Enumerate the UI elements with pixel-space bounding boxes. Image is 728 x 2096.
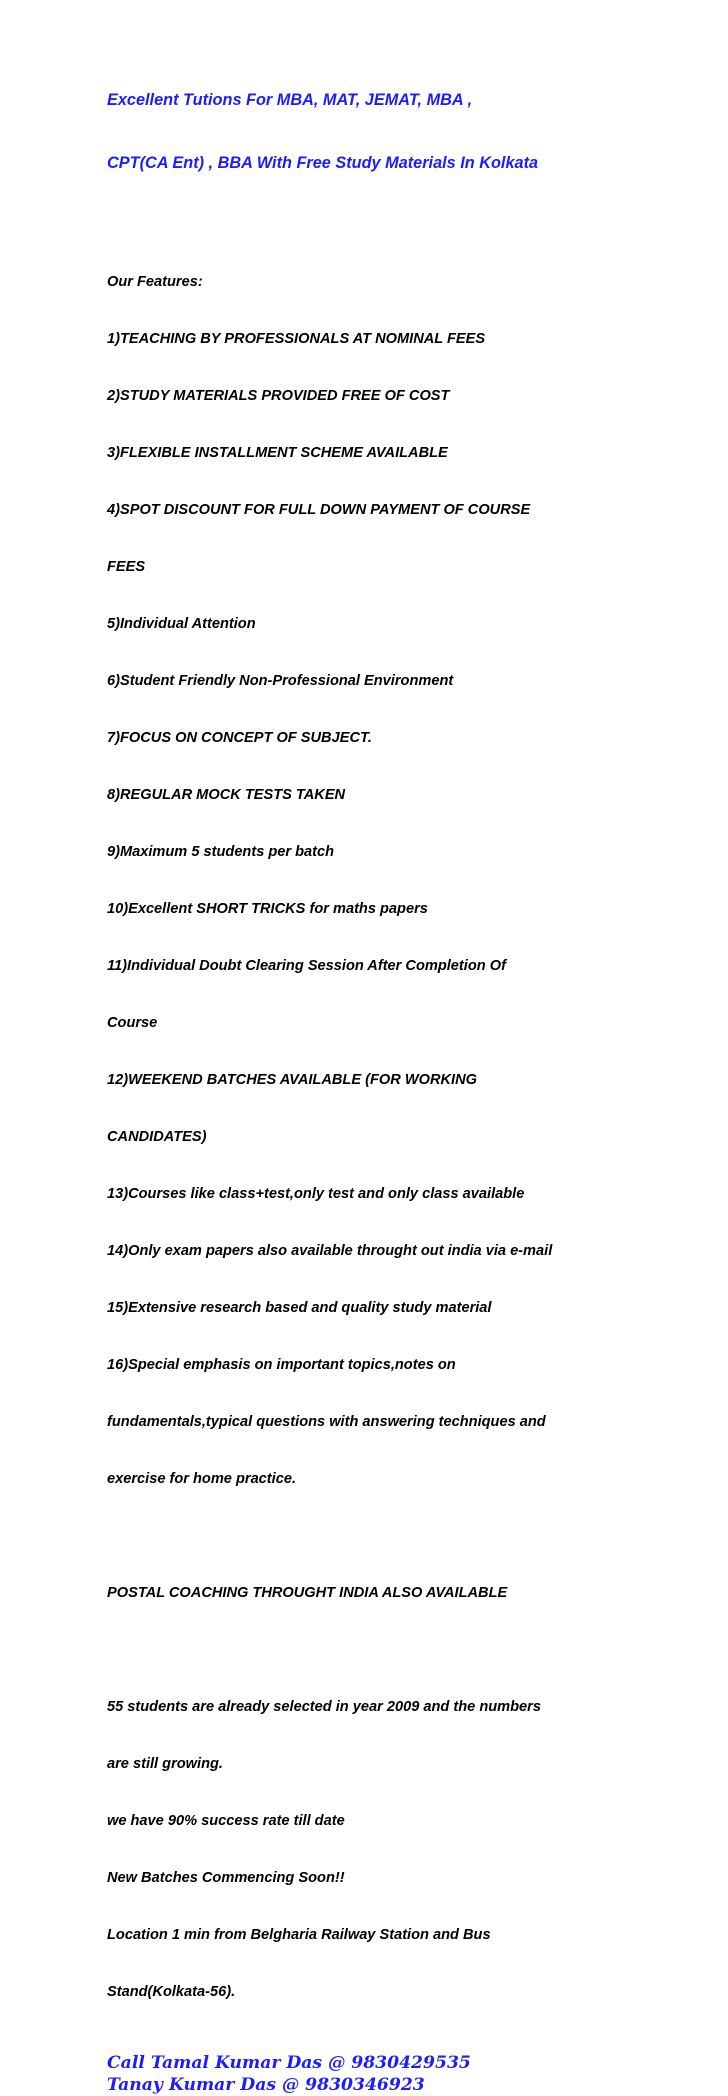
page-title bbox=[107, 48, 707, 216]
feature-line: 3)FLEXIBLE INSTALLMENT SCHEME AVAILABLE bbox=[107, 445, 448, 461]
title-line-2: CPT(CA Ent) , BBA With Free Study Materials In Kolkata bbox=[107, 154, 539, 172]
contact-section bbox=[107, 2052, 707, 2096]
info-line: we have 90% success rate till date bbox=[107, 1813, 345, 1829]
features-heading: Our Features: bbox=[107, 274, 203, 290]
title-line-1: Excellent Tutions For MBA, MAT, JEMAT, MBA , bbox=[107, 91, 473, 109]
contact-line-2: Tanay Kumar Das @ 9830346923 bbox=[107, 2075, 425, 2095]
feature-line: FEES bbox=[107, 559, 146, 575]
feature-line: 14)Only exam papers also available throught out india via e-mail bbox=[107, 1243, 553, 1259]
info-line: New Batches Commencing Soon!! bbox=[107, 1870, 345, 1886]
info-line: are still growing. bbox=[107, 1756, 223, 1772]
features-section bbox=[107, 235, 707, 1527]
feature-line: 8)REGULAR MOCK TESTS TAKEN bbox=[107, 787, 346, 803]
feature-line: 15)Extensive research based and quality study material bbox=[107, 1300, 492, 1316]
document-page bbox=[107, 48, 707, 2096]
feature-line: 10)Excellent SHORT TRICKS for maths papers bbox=[107, 901, 428, 917]
spacer bbox=[107, 1641, 707, 1660]
spacer bbox=[107, 1527, 707, 1546]
feature-line: 12)WEEKEND BATCHES AVAILABLE (FOR WORKING bbox=[107, 1072, 477, 1088]
feature-line: 5)Individual Attention bbox=[107, 616, 256, 632]
feature-line: 9)Maximum 5 students per batch bbox=[107, 844, 335, 860]
contact-line-1: Call Tamal Kumar Das @ 9830429535 bbox=[107, 2053, 471, 2073]
info-line: Stand(Kolkata-56). bbox=[107, 1984, 236, 2000]
postal-section bbox=[107, 1546, 707, 1641]
spacer bbox=[107, 2040, 707, 2052]
postal-coaching-text: POSTAL COACHING THROUGHT INDIA ALSO AVAILABLE bbox=[107, 1585, 508, 1601]
feature-line: 6)Student Friendly Non-Professional Environment bbox=[107, 673, 454, 689]
info-section bbox=[107, 1660, 707, 2040]
feature-line: 13)Courses like class+test,only test and only class available bbox=[107, 1186, 525, 1202]
feature-line: 11)Individual Doubt Clearing Session After Completion Of bbox=[107, 958, 506, 974]
feature-line: exercise for home practice. bbox=[107, 1471, 296, 1487]
feature-line: fundamentals,typical questions with answering techniques and bbox=[107, 1414, 546, 1430]
info-line: Location 1 min from Belgharia Railway Station and Bus bbox=[107, 1927, 491, 1943]
feature-line: 4)SPOT DISCOUNT FOR FULL DOWN PAYMENT OF COURSE bbox=[107, 502, 531, 518]
feature-line: 1)TEACHING BY PROFESSIONALS AT NOMINAL FEES bbox=[107, 331, 486, 347]
feature-line: 7)FOCUS ON CONCEPT OF SUBJECT. bbox=[107, 730, 372, 746]
feature-line: 16)Special emphasis on important topics,notes on bbox=[107, 1357, 456, 1373]
feature-line: 2)STUDY MATERIALS PROVIDED FREE OF COST bbox=[107, 388, 450, 404]
feature-line: CANDIDATES) bbox=[107, 1129, 207, 1145]
spacer bbox=[107, 216, 707, 235]
info-line: 55 students are already selected in year 2009 and the numbers bbox=[107, 1699, 541, 1715]
feature-line: Course bbox=[107, 1015, 158, 1031]
